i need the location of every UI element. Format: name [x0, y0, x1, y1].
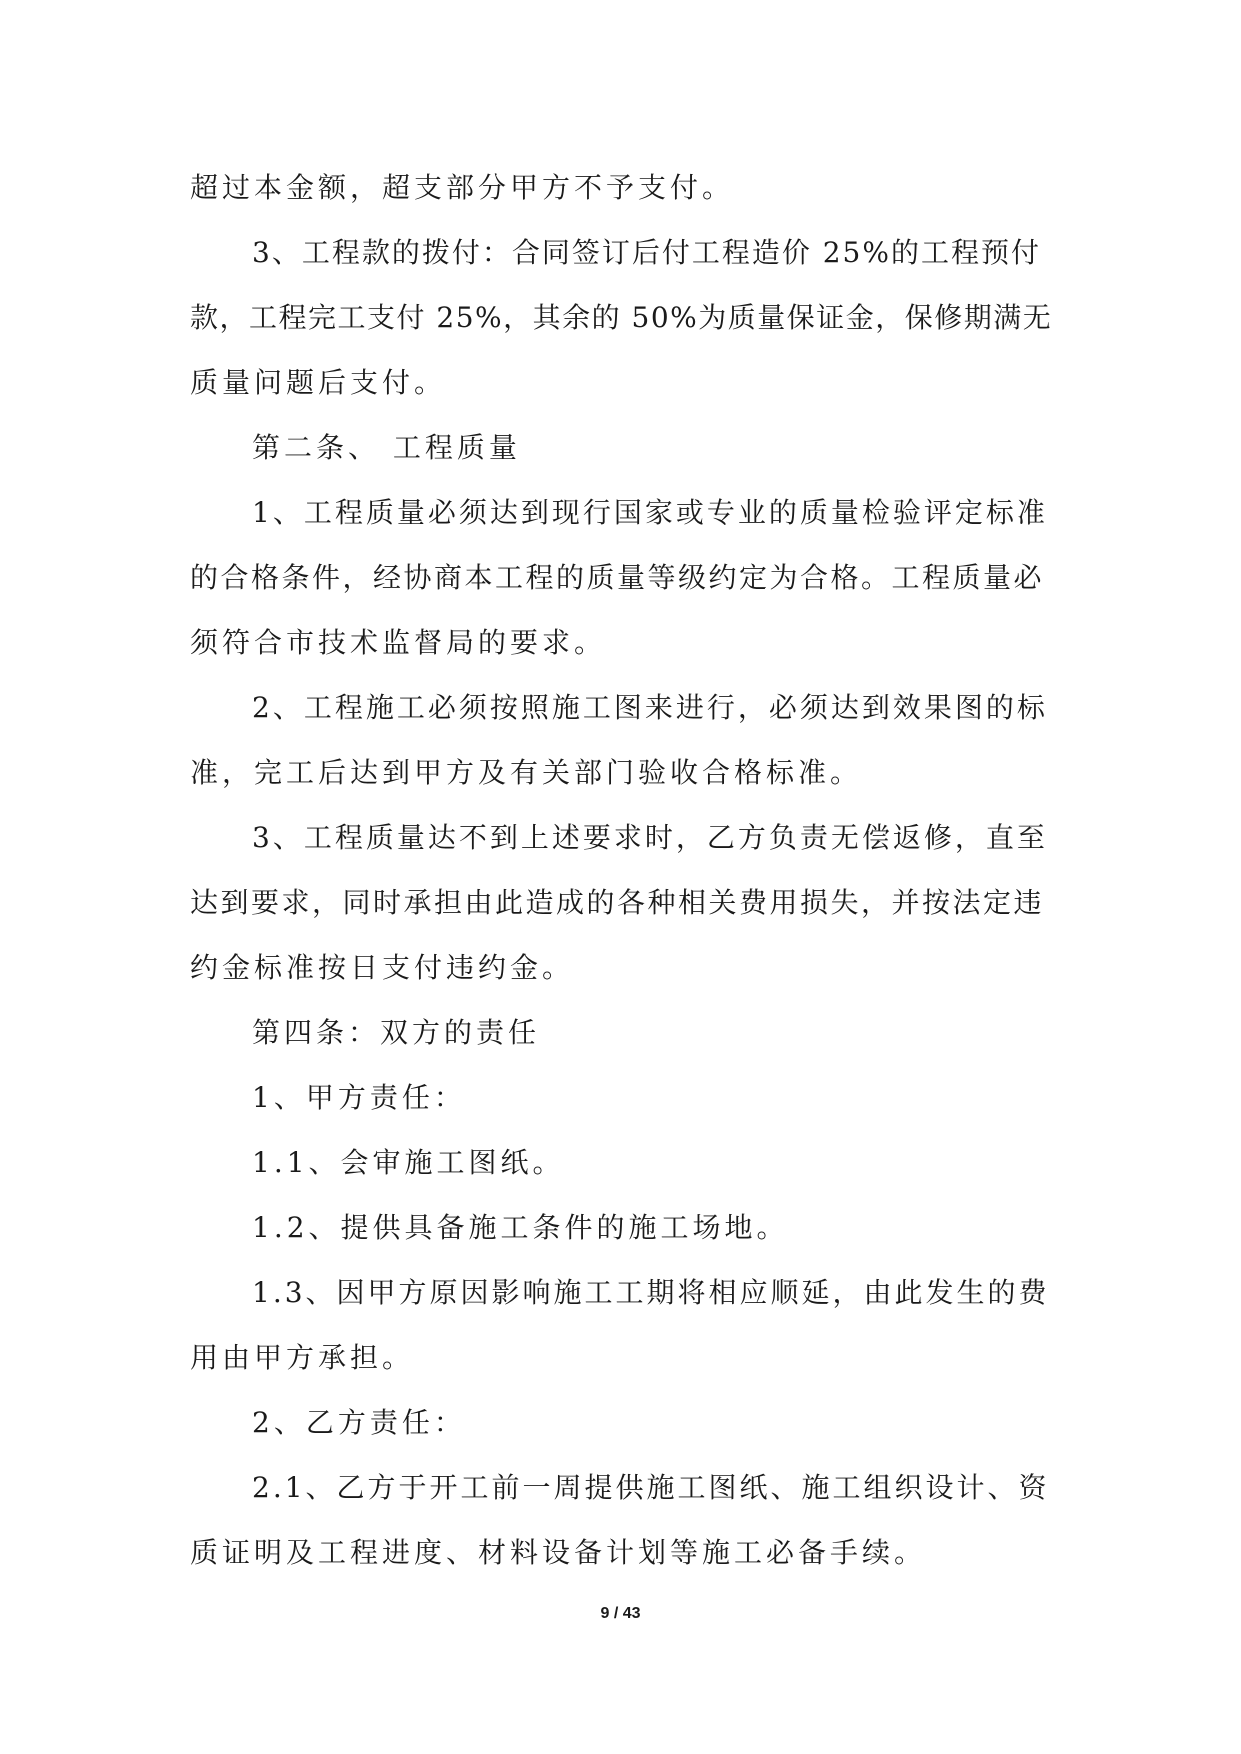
text-line: 超过本金额，超支部分甲方不予支付。 [190, 171, 735, 204]
text-line: 1、工程质量必须达到现行国家或专业的质量检验评定标准 [252, 496, 1048, 529]
text-line: 准，完工后达到甲方及有关部门验收合格标准。 [190, 756, 863, 789]
document-body [190, 155, 1052, 1585]
text-line: 3、工程质量达不到上述要求时，乙方负责无偿返修，直至 [252, 821, 1048, 854]
text-line: 的合格条件，经协商本工程的质量等级约定为合格。工程质量必 [190, 561, 1045, 594]
section-heading: 第四条：双方的责任 [252, 1016, 541, 1049]
text-line: 质证明及工程进度、材料设备计划等施工必备手续。 [190, 1536, 927, 1569]
text-line: 质量问题后支付。 [190, 366, 447, 399]
text-line: 达到要求，同时承担由此造成的各种相关费用损失，并按法定违 [190, 886, 1045, 919]
text-line: 2.1、乙方于开工前一周提供施工图纸、施工组织设计、资 [252, 1471, 1050, 1504]
text-line: 款，工程完工支付 25%，其余的 50%为质量保证金，保修期满无 [190, 301, 1053, 334]
text-line: 1、甲方责任： [252, 1081, 466, 1114]
page-number: 9 / 43 [600, 1605, 641, 1622]
text-line: 1.2、提供具备施工条件的施工场地。 [252, 1211, 789, 1244]
text-line: 1.1、会审施工图纸。 [252, 1146, 565, 1179]
text-line: 约金标准按日支付违约金。 [190, 951, 575, 984]
text-line: 3、工程款的拨付：合同签订后付工程造价 25%的工程预付 [252, 236, 1041, 269]
text-line: 2、乙方责任： [252, 1406, 466, 1439]
text-line: 2、工程施工必须按照施工图来进行，必须达到效果图的标 [252, 691, 1048, 724]
section-heading: 第二条、 工程质量 [252, 431, 521, 464]
text-line: 1.3、因甲方原因影响施工工期将相应顺延，由此发生的费 [252, 1276, 1050, 1309]
text-line: 须符合市技术监督局的要求。 [190, 626, 607, 659]
text-line: 用由甲方承担。 [190, 1341, 415, 1374]
